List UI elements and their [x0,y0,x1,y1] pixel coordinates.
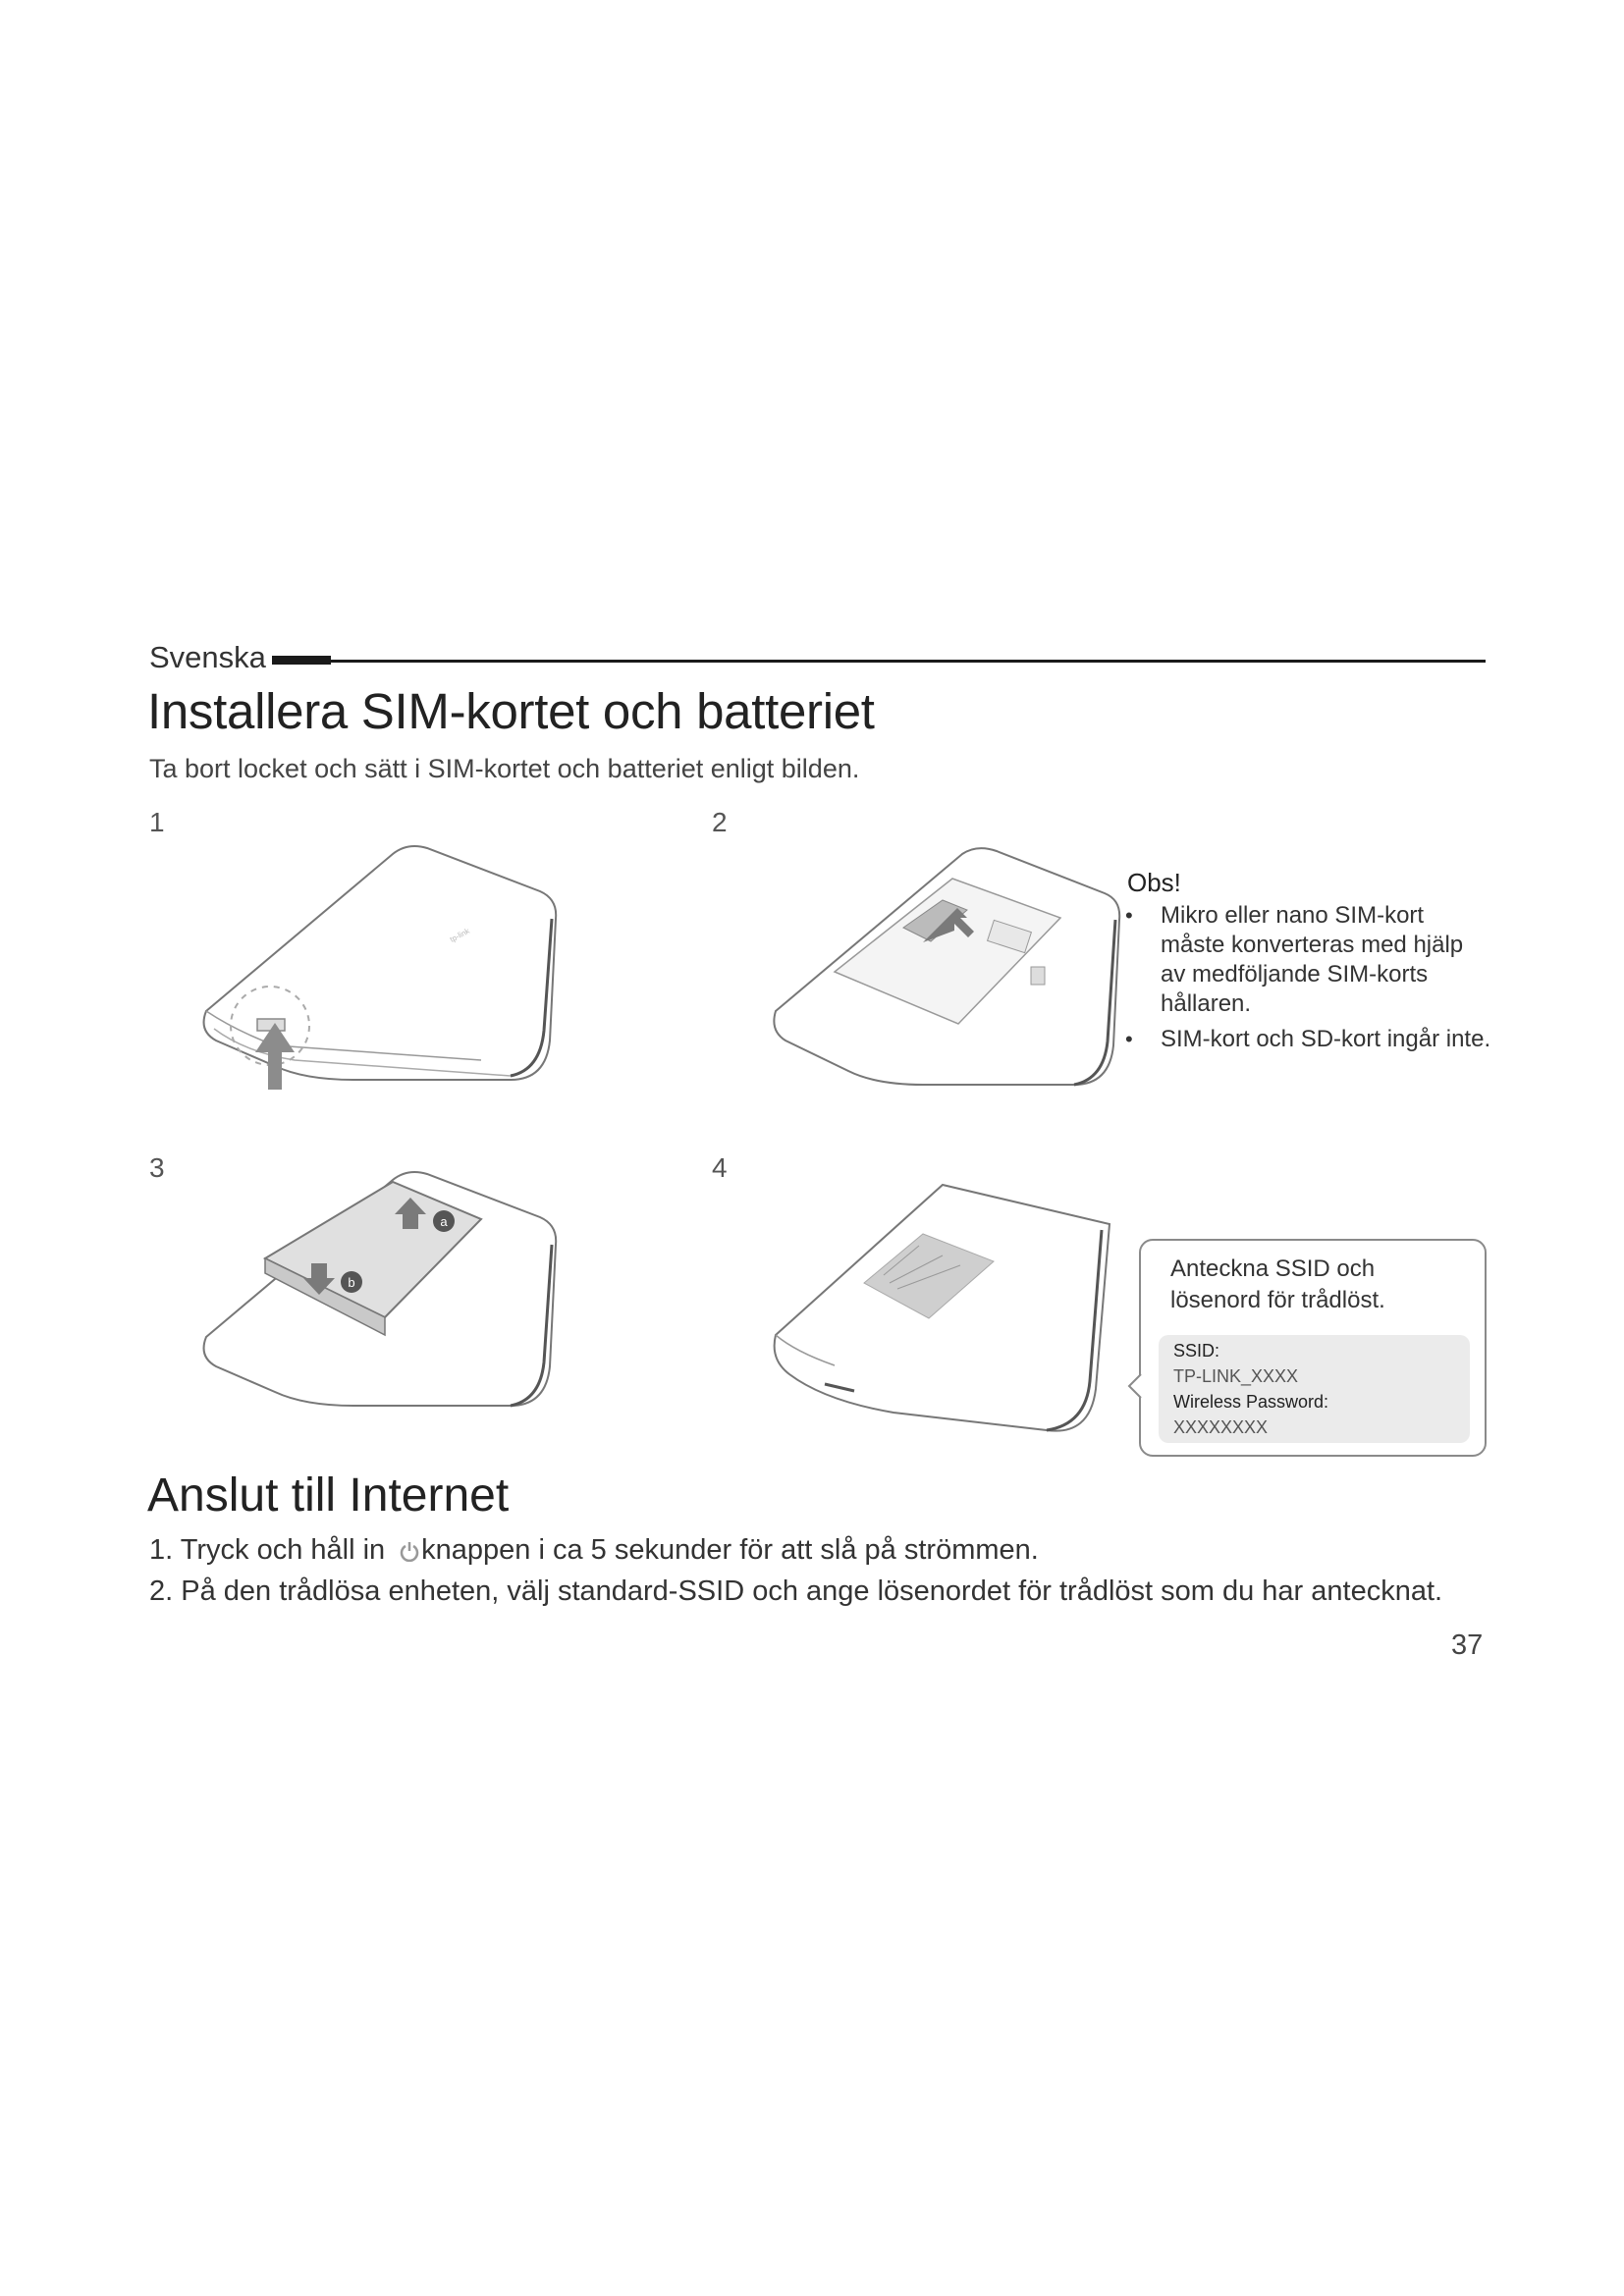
step-number-1: 1 [149,807,165,837]
note-item: • Mikro eller nano SIM-kort måste konverteras med hjälp av medföljande SIM-korts hållaren. [1119,901,1492,1019]
marker-a: a [440,1214,448,1229]
note-list [1119,901,1492,1060]
install-intro: Ta bort locket och sätt i SIM-kortet och batteriet enligt bilden. [149,754,860,783]
section-title-install: Installera SIM-kortet och batteriet [147,683,875,739]
figure-insert-battery [187,1160,579,1445]
password-value: XXXXXXXX [1173,1417,1269,1437]
marker-b: b [348,1275,355,1290]
callout-pointer [1127,1372,1143,1400]
step-number-3: 3 [149,1152,165,1183]
connect-step-2: 2. På den trådlösa enheten, välj standard-SSID och ange lösenordet för trådlöst som du har antecknat. [149,1575,1443,1607]
connect-step-1-prefix: 1. Tryck och håll in [149,1534,386,1566]
ssid-value: TP-LINK_XXXX [1173,1366,1299,1386]
header-rule [331,660,1486,663]
section-title-connect: Anslut till Internet [147,1469,510,1522]
callout-text: Anteckna SSID och lösenord för trådlöst. [1170,1255,1385,1313]
figure-cover-label [766,1173,1139,1448]
connect-step-1 [149,1534,1039,1567]
language-bar [272,656,331,665]
step-number-4: 4 [712,1152,728,1183]
language-label: Svenska [149,640,266,674]
figure-insert-sim [766,839,1139,1124]
ssid-label: SSID: [1173,1341,1220,1361]
figure-remove-cover [187,834,579,1109]
step-number-2: 2 [712,807,728,837]
note-item: • SIM-kort och SD-kort ingår inte. [1119,1025,1492,1054]
svg-text:tp-link: tp-link [448,926,471,944]
power-icon [399,1540,420,1562]
password-label: Wireless Password: [1173,1392,1329,1412]
page-number: 37 [1451,1629,1484,1661]
note-title: Obs! [1127,868,1181,897]
connect-step-1-suffix: knappen i ca 5 sekunder för att slå på strömmen. [421,1534,1039,1566]
